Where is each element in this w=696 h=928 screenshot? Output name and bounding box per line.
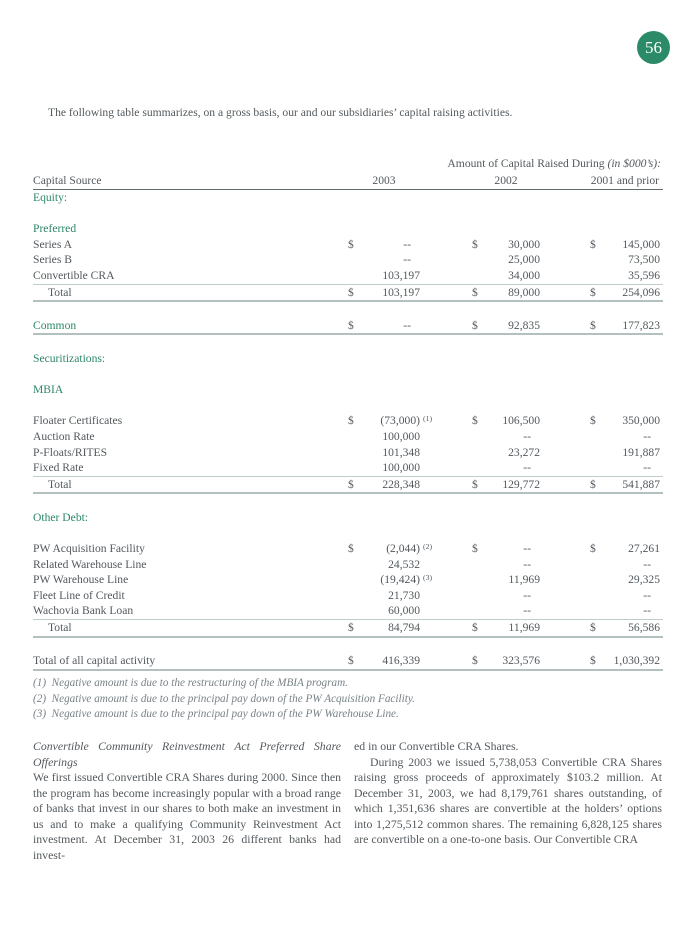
row-label: Total of all capital activity (33, 654, 156, 668)
row-label: Fleet Line of Credit (33, 588, 125, 602)
value-cell (486, 237, 540, 253)
value-cell (604, 429, 660, 445)
table-row (33, 318, 663, 335)
section-heading-label: Other Debt: (33, 510, 89, 524)
value-text: 1,030,392 (613, 654, 660, 668)
dollar-sign-cell (348, 588, 362, 604)
value-text: 25,000 (508, 253, 540, 267)
table-spanner (348, 156, 663, 172)
value-text: 60,000 (388, 604, 420, 618)
dollar-sign-cell: $ (348, 542, 354, 556)
column-header-2003: 2003 (372, 174, 396, 187)
dollar-sign-cell (472, 557, 486, 573)
row-label: Total (48, 621, 72, 635)
value-text: -- (643, 604, 651, 618)
table-row (33, 476, 663, 493)
value-cell (604, 460, 660, 476)
dollar-sign-cell (348, 557, 362, 573)
value-text: -- (643, 461, 651, 475)
value-cell (486, 476, 540, 493)
table-spacer-row (33, 493, 663, 510)
value-cell (486, 588, 540, 604)
value-cell (604, 588, 660, 604)
value-text: -- (403, 237, 411, 251)
dollar-sign-cell (590, 429, 604, 445)
section-heading-label: Preferred (33, 222, 77, 236)
value-cell (486, 284, 540, 301)
footnote-marker: (3) (423, 573, 433, 583)
dollar-sign-cell (348, 268, 362, 284)
dollar-sign-cell (472, 588, 486, 604)
table-row (33, 445, 663, 461)
dollar-sign-cell (472, 268, 486, 284)
dollar-sign-cell: $ (472, 318, 478, 332)
value-cell (604, 476, 660, 493)
section-heading: Convertible Community Reinvestment Act Preferred Share Offerings (33, 739, 341, 769)
row-label: Total (48, 285, 72, 299)
table-row (33, 429, 663, 445)
value-cell (486, 413, 540, 429)
dollar-sign-cell (348, 603, 362, 619)
dollar-sign-cell: $ (348, 237, 354, 251)
body-paragraph-left: We first issued Convertible CRA Shares during 2000. Since then the program has become increasingly popular with a broad range of banks that invest in our shares to both make an investment in us and to make a qualifying Community Reinvestment Act investment. At December 31, 2003 26 different banks had invest- (33, 770, 341, 862)
column-header-2002: 2002 (494, 174, 518, 187)
value-text: 21,730 (388, 588, 420, 602)
value-text: -- (643, 557, 651, 571)
value-cell (362, 603, 420, 619)
value-text: 103,197 (382, 268, 420, 282)
value-text: -- (523, 604, 531, 618)
value-text: 23,272 (508, 445, 540, 459)
section-heading-label: MBIA (33, 383, 64, 397)
value-cell (362, 429, 420, 445)
dollar-sign-cell: $ (590, 621, 596, 635)
body-paragraph-right: During 2003 we issued 5,738,053 Convertible CRA Shares raising gross proceeds of approximately $103.2 million. At December 31, 2003, we had 8,179,761 shares outstanding, of which 1,351,636 shares are convertible at the holders’ options into 1,275,512 common shares. The remaining 6,828,125 shares are convertible on a one-to-one basis. Our Convertible CRA (354, 754, 662, 846)
value-cell (604, 237, 660, 253)
value-cell (362, 237, 420, 253)
dollar-sign-cell: $ (348, 318, 354, 332)
value-cell (362, 318, 420, 335)
footnote-line: (1) Negative amount is due to the restructuring of the MBIA program. (33, 677, 348, 689)
column-header-capital-source: Capital Source (33, 174, 102, 187)
value-text: 84,794 (388, 621, 420, 635)
value-text: 11,969 (508, 621, 540, 635)
dollar-sign-cell (590, 572, 604, 588)
value-cell (486, 460, 540, 476)
dollar-sign-cell (348, 252, 362, 268)
value-cell (362, 541, 433, 557)
value-cell (486, 653, 540, 670)
value-text: 92,835 (508, 318, 540, 332)
value-cell (486, 445, 540, 461)
value-cell (604, 252, 660, 268)
value-cell (486, 572, 540, 588)
value-text: 73,500 (628, 253, 660, 267)
table-spacer-row (33, 301, 663, 318)
dollar-sign-cell: $ (348, 285, 354, 299)
dollar-sign-cell: $ (590, 414, 596, 428)
value-cell (362, 413, 433, 429)
table-row (33, 413, 663, 429)
dollar-sign-cell (348, 460, 362, 476)
value-text: 100,000 (382, 429, 420, 443)
row-label: Auction Rate (33, 429, 95, 443)
value-text: 89,000 (508, 285, 540, 299)
row-label: Wachovia Bank Loan (33, 604, 134, 618)
value-text: 30,000 (508, 237, 540, 251)
value-cell (604, 653, 660, 670)
value-text: -- (403, 318, 411, 332)
value-text: -- (643, 429, 651, 443)
value-cell (362, 653, 420, 670)
dollar-sign-cell: $ (590, 318, 596, 332)
value-text: -- (523, 429, 531, 443)
value-cell (604, 284, 660, 301)
table-spacer-row (33, 525, 663, 541)
footnote-line: (2) Negative amount is due to the principal pay down of the PW Acquisition Facility. (33, 692, 415, 705)
row-label: PW Warehouse Line (33, 573, 129, 587)
value-text: (2,044) (386, 542, 420, 556)
value-text: 323,576 (502, 654, 540, 668)
footnotes (33, 676, 663, 723)
row-label: Common (33, 318, 77, 332)
value-cell (486, 268, 540, 284)
value-text: -- (643, 588, 651, 602)
value-text: 541,887 (622, 477, 660, 491)
value-text: -- (403, 253, 411, 267)
dollar-sign-cell (590, 588, 604, 604)
value-text: 101,348 (382, 445, 420, 459)
capital-raising-table (33, 156, 663, 671)
value-cell (362, 284, 420, 301)
row-label: Related Warehouse Line (33, 557, 147, 571)
dollar-sign-cell: $ (348, 654, 354, 668)
dollar-sign-cell (472, 429, 486, 445)
value-text: 35,596 (628, 268, 660, 282)
dollar-sign-cell (348, 445, 362, 461)
table-spanner-row (33, 156, 663, 172)
row-label: P-Floats/RITES (33, 445, 108, 459)
value-cell (362, 268, 420, 284)
table-section-heading-row (33, 510, 663, 526)
value-text: (73,000) (380, 414, 420, 428)
capital-table (33, 156, 663, 671)
value-text: 27,261 (628, 542, 660, 556)
dollar-sign-cell: $ (472, 542, 478, 556)
table-section-heading-row (33, 382, 663, 398)
column-header-2001-and-prior: 2001 and prior (590, 174, 660, 187)
value-cell (486, 252, 540, 268)
page-number: 56 (645, 38, 662, 57)
value-text: 191,887 (622, 445, 660, 459)
table-spacer-row (33, 367, 663, 383)
table-section-heading-row (33, 351, 663, 367)
section-heading-label: Equity: (33, 191, 68, 204)
table-row (33, 557, 663, 573)
dollar-sign-cell (590, 557, 604, 573)
footnote-marker: (1) (423, 414, 433, 424)
dollar-sign-cell: $ (590, 237, 596, 251)
value-text: 228,348 (382, 477, 420, 491)
value-text: 24,532 (388, 557, 420, 571)
value-text: 103,197 (382, 285, 420, 299)
bottom-left-column (33, 739, 341, 863)
value-text: 56,586 (628, 621, 660, 635)
dollar-sign-cell (590, 445, 604, 461)
dollar-sign-cell: $ (472, 237, 478, 251)
spanner-text: Amount of Capital Raised During (447, 157, 608, 170)
dollar-sign-cell (590, 268, 604, 284)
dollar-sign-cell (590, 603, 604, 619)
bottom-right-column (354, 739, 662, 848)
value-cell (604, 268, 660, 284)
table-row (33, 268, 663, 284)
page-number-badge (637, 31, 670, 64)
table-row (33, 620, 663, 637)
value-text: -- (523, 588, 531, 602)
value-cell (486, 603, 540, 619)
value-cell (362, 588, 420, 604)
section-heading-label: Securitizations: (33, 351, 106, 365)
table-spacer-row (33, 206, 663, 222)
value-cell (604, 557, 660, 573)
value-text: 100,000 (382, 461, 420, 475)
value-cell (362, 620, 420, 637)
dollar-sign-cell (590, 460, 604, 476)
value-cell (362, 572, 433, 588)
value-text: 34,000 (508, 268, 540, 282)
intro-paragraph: The following table summarizes, on a gross basis, our and our subsidiaries’ capital raising activities. (48, 106, 513, 119)
value-cell (604, 413, 660, 429)
dollar-sign-cell: $ (472, 414, 478, 428)
dollar-sign-cell: $ (472, 654, 478, 668)
table-spacer-row (33, 398, 663, 414)
value-cell (604, 572, 660, 588)
value-cell (486, 318, 540, 335)
table-row (33, 284, 663, 301)
value-cell (604, 318, 660, 335)
value-text: 106,500 (502, 414, 540, 428)
table-row (33, 588, 663, 604)
value-text: -- (523, 557, 531, 571)
value-cell (362, 460, 420, 476)
value-text: 416,339 (382, 654, 420, 668)
dollar-sign-cell (472, 603, 486, 619)
footnote-marker: (2) (423, 542, 433, 552)
dollar-sign-cell: $ (590, 285, 596, 299)
value-text: 29,325 (628, 573, 660, 587)
value-text: 350,000 (622, 414, 660, 428)
table-row (33, 653, 663, 670)
value-cell (486, 557, 540, 573)
table-row (33, 460, 663, 476)
value-cell (362, 445, 420, 461)
spanner-spacer-cell (33, 156, 348, 172)
table-section-heading-row (33, 190, 663, 206)
dollar-sign-cell (472, 445, 486, 461)
row-label: Fixed Rate (33, 461, 84, 475)
dollar-sign-cell: $ (590, 477, 596, 491)
table-row (33, 603, 663, 619)
dollar-sign-cell (348, 429, 362, 445)
table-row (33, 237, 663, 253)
row-label: Convertible CRA (33, 268, 115, 282)
dollar-sign-cell (590, 252, 604, 268)
value-cell (362, 476, 420, 493)
table-row (33, 572, 663, 588)
dollar-sign-cell (472, 572, 486, 588)
dollar-sign-cell: $ (348, 621, 354, 635)
footnote-line: (3) Negative amount is due to the principal pay down of the PW Warehouse Line. (33, 708, 399, 721)
value-text: 11,969 (508, 573, 540, 587)
row-label: Floater Certificates (33, 414, 123, 428)
value-cell (362, 252, 420, 268)
table-section-heading-row (33, 221, 663, 237)
value-cell (486, 429, 540, 445)
table-row (33, 541, 663, 557)
spanner-units: (in $000’s): (607, 157, 662, 170)
row-label: Series B (33, 253, 72, 267)
value-cell (604, 445, 660, 461)
value-text: 129,772 (502, 477, 540, 491)
value-cell (604, 541, 660, 557)
value-cell (486, 620, 540, 637)
dollar-sign-cell (348, 572, 362, 588)
dollar-sign-cell (472, 252, 486, 268)
table-spacer-row (33, 637, 663, 654)
row-label: Series A (33, 237, 72, 251)
value-text: 177,823 (622, 318, 660, 332)
row-label: PW Acquisition Facility (33, 542, 145, 556)
table-header-row (33, 172, 663, 190)
value-text: 254,096 (622, 285, 660, 299)
body-paragraph-right-continuation: ed in our Convertible CRA Shares. (354, 739, 519, 753)
value-cell (604, 603, 660, 619)
table-row (33, 252, 663, 268)
dollar-sign-cell: $ (472, 285, 478, 299)
row-label: Total (48, 477, 72, 491)
value-text: 145,000 (622, 237, 660, 251)
dollar-sign-cell: $ (348, 414, 354, 428)
dollar-sign-cell: $ (348, 477, 354, 491)
dollar-sign-cell: $ (590, 654, 596, 668)
dollar-sign-cell: $ (472, 621, 478, 635)
value-text: -- (523, 542, 531, 556)
table-spacer-row (33, 334, 663, 351)
dollar-sign-cell: $ (590, 542, 596, 556)
value-cell (604, 620, 660, 637)
value-text: (19,424) (380, 573, 420, 587)
value-cell (362, 557, 420, 573)
value-text: -- (523, 461, 531, 475)
value-cell (486, 541, 540, 557)
dollar-sign-cell: $ (472, 477, 478, 491)
dollar-sign-cell (472, 460, 486, 476)
